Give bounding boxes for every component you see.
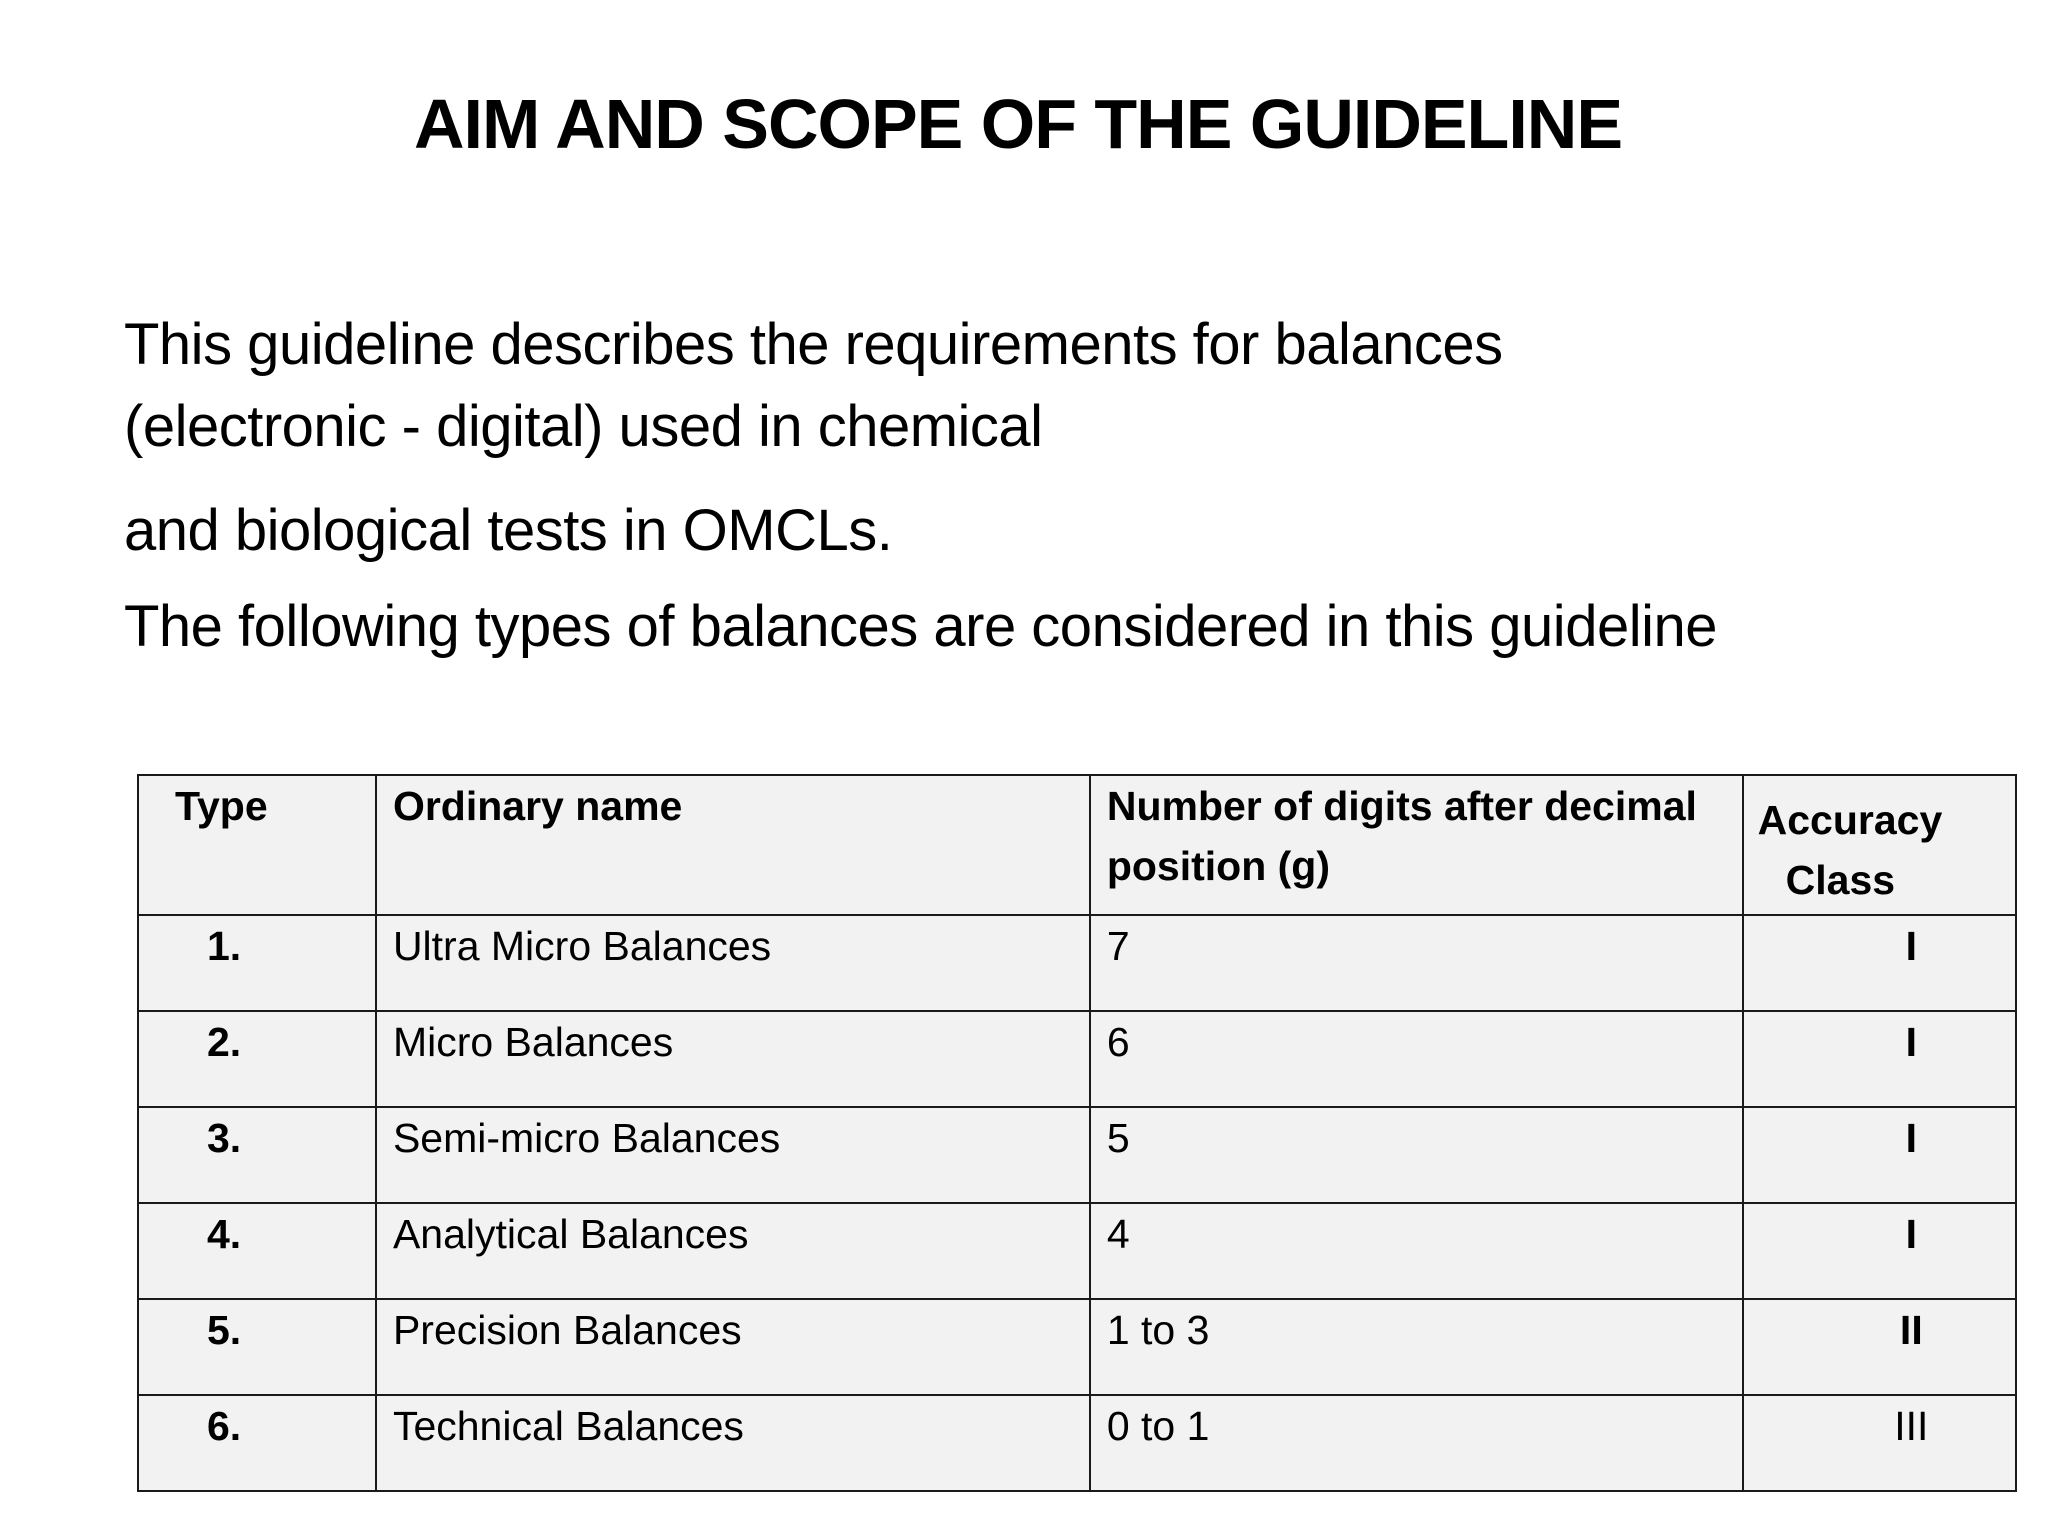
header-accuracy-class-line1: Accuracy	[1757, 797, 1943, 843]
header-accuracy-class	[1743, 775, 2016, 915]
cell-digits: 7	[1090, 915, 1743, 1011]
cell-class: III	[1743, 1395, 2016, 1491]
table-row	[138, 1107, 2016, 1203]
table-row	[138, 1299, 2016, 1395]
cell-type: 5.	[138, 1299, 376, 1395]
table-row	[138, 1395, 2016, 1491]
cell-type: 1.	[138, 915, 376, 1011]
cell-name: Precision Balances	[376, 1299, 1090, 1395]
header-ordinary-name: Ordinary name	[376, 775, 1090, 915]
header-accuracy-class-line2: Class	[1785, 857, 1896, 903]
cell-class: I	[1743, 1203, 2016, 1299]
cell-class: II	[1743, 1299, 2016, 1395]
cell-digits: 4	[1090, 1203, 1743, 1299]
intro-line-1: This guideline describes the requirements for balances	[124, 312, 1503, 377]
cell-type: 2.	[138, 1011, 376, 1107]
types-intro-paragraph: The following types of balances are considered in this guideline	[124, 594, 1717, 659]
table-row	[138, 1011, 2016, 1107]
cell-class: I	[1743, 1107, 2016, 1203]
cell-digits: 5	[1090, 1107, 1743, 1203]
cell-name: Technical Balances	[376, 1395, 1090, 1491]
cell-name: Ultra Micro Balances	[376, 915, 1090, 1011]
cell-digits: 0 to 1	[1090, 1395, 1743, 1491]
cell-digits: 6	[1090, 1011, 1743, 1107]
cell-digits: 1 to 3	[1090, 1299, 1743, 1395]
intro-paragraph	[124, 304, 1984, 468]
cell-class: I	[1743, 915, 2016, 1011]
cell-type: 6.	[138, 1395, 376, 1491]
slide-title: AIM AND SCOPE OF THE GUIDELINE	[413, 85, 1623, 163]
cell-name: Semi-micro Balances	[376, 1107, 1090, 1203]
table-row	[138, 1203, 2016, 1299]
cell-class: I	[1743, 1011, 2016, 1107]
header-digits: Number of digits after decimal position (g)	[1090, 775, 1743, 915]
intro-paragraph-continued: and biological tests in OMCLs.	[124, 498, 893, 563]
balance-types-table	[137, 774, 2017, 1492]
table-row	[138, 915, 2016, 1011]
cell-name: Micro Balances	[376, 1011, 1090, 1107]
cell-name: Analytical Balances	[376, 1203, 1090, 1299]
cell-type: 4.	[138, 1203, 376, 1299]
cell-type: 3.	[138, 1107, 376, 1203]
intro-line-2: (electronic - digital) used in chemical	[124, 394, 1043, 459]
table-header-row	[138, 775, 2016, 915]
header-type: Type	[138, 775, 376, 915]
